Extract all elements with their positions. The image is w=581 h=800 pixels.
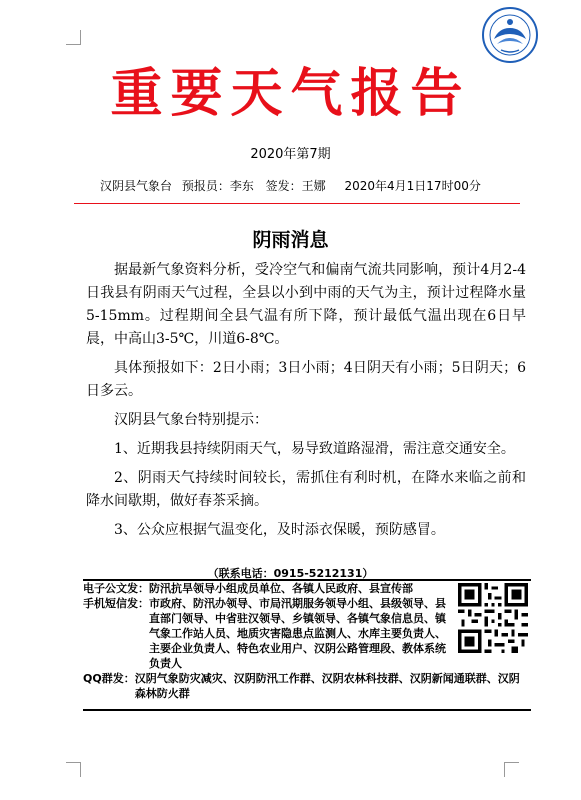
body-paragraph: 2、阴雨天气持续时间较长，需抓住有利时机，在降水来临之前和降水间歇期，做好春茶采摘。: [86, 470, 526, 509]
report-masthead: 重要天气报告: [110, 63, 471, 124]
distribution-row: [83, 581, 455, 596]
issuer-name: 汉阴县气象台: [100, 179, 173, 193]
forecaster-name: 预报员：李东: [181, 179, 254, 193]
crop-mark-top-left: [66, 30, 81, 45]
distribution-value: 汉阴气象防灾减灾、汉阴防汛工作群、汉阴农林科技群、汉阴新闻通联群、汉阴森林防火群: [134, 672, 520, 700]
distribution-label: 手机短信发：: [83, 597, 149, 610]
issue-datetime: 2020年4月1日17时00分: [344, 179, 481, 193]
distribution-value: 市政府、防汛办领导、市局汛期服务领导小组、县级领导、县直部门领导、中省驻汉领导、乡镇领导、各镇气象信息员、镇气象工作站人员、地质灾害隐患点监测人、水库主要负责人、主要企业负责人、特色农业用户、汉阴公路管理段、教体系统负责人: [149, 597, 446, 670]
body-paragraph: 3、公众应根据气温变化，及时添衣保暖，预防感冒。: [114, 522, 445, 538]
body-paragraph: 汉阴县气象台特别提示：: [114, 412, 268, 428]
crop-mark-bottom-right: [504, 762, 519, 777]
contact-phone: （联系电话：0915-5212131）: [207, 567, 374, 580]
distribution-label: QQ群发：: [83, 672, 135, 685]
body-paragraph: 具体预报如下：2日小雨；3日小雨；4日阴天有小雨；5日阴天；6日多云。: [86, 360, 526, 399]
body-paragraph: 据最新气象资料分析，受冷空气和偏南气流共同影响，预计4月2-4日我县有阴雨天气过程，全县以小到中雨的天气为主，预计过程降水量5-15mm。过程期间全县气温有所下降，预计最低气温出现在6日早晨，中高山3-5℃，川道6-8℃。: [86, 262, 526, 347]
report-meta-line: [100, 177, 520, 194]
distribution-label: 电子公文发：: [83, 582, 149, 595]
signer-name: 签发：王娜: [265, 179, 326, 193]
meteorological-seal-logo: [481, 6, 539, 64]
issue-number: 2020年第7期: [250, 147, 331, 162]
header-divider: [74, 203, 520, 204]
report-title: 阴雨消息: [252, 229, 329, 251]
body-paragraph: 1、近期我县持续阴雨天气，易导致道路湿滑，需注意交通安全。: [114, 441, 515, 457]
distribution-row: [83, 596, 455, 671]
qr-code-icon: [458, 583, 528, 653]
crop-mark-bottom-left: [66, 762, 81, 777]
report-body: [86, 259, 526, 548]
distribution-value: 防汛抗旱领导小组成员单位、各镇人民政府、县宣传部: [149, 582, 413, 595]
distribution-row: [83, 671, 529, 701]
